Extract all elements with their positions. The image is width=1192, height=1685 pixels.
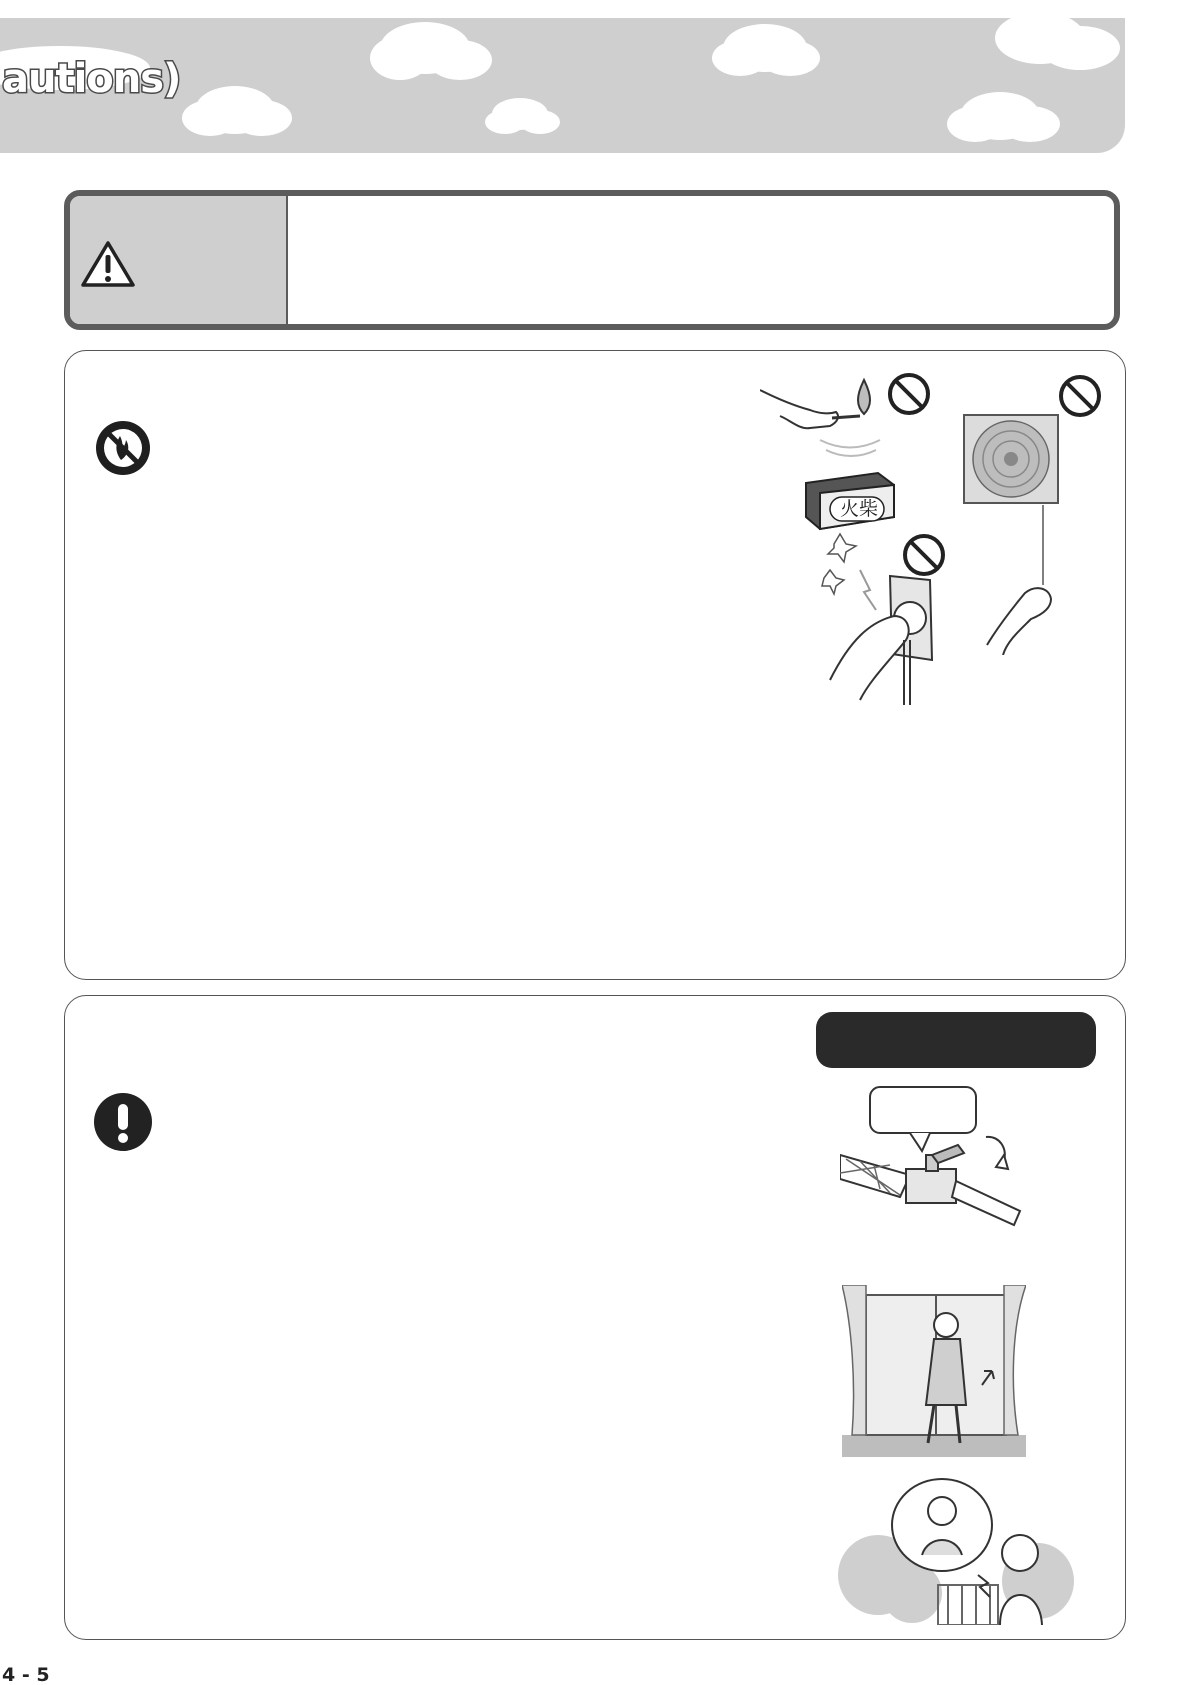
no-match-icon (887, 372, 931, 416)
header-banner (0, 18, 1125, 153)
no-fan-switch-icon (1058, 374, 1102, 418)
match-box-label: 火柴 (839, 498, 878, 520)
warning-triangle-icon (80, 240, 136, 288)
page-number: 4 - 5 (2, 1666, 50, 1685)
section-label-pill (816, 1012, 1096, 1068)
warning-box (64, 190, 1120, 330)
phone-call-illustration (838, 1475, 1086, 1625)
hand-pulling-fan-cord-illustration (985, 505, 1055, 655)
ventilation-fan-illustration (962, 413, 1060, 505)
no-fire-icon (93, 418, 153, 478)
gas-valve-illustration (840, 1085, 1030, 1250)
header-title: autions) (2, 56, 181, 102)
open-window-illustration (842, 1285, 1026, 1457)
warning-label-area (70, 196, 288, 324)
no-plug-icon (902, 533, 946, 577)
mandatory-exclamation-icon (93, 1092, 153, 1152)
